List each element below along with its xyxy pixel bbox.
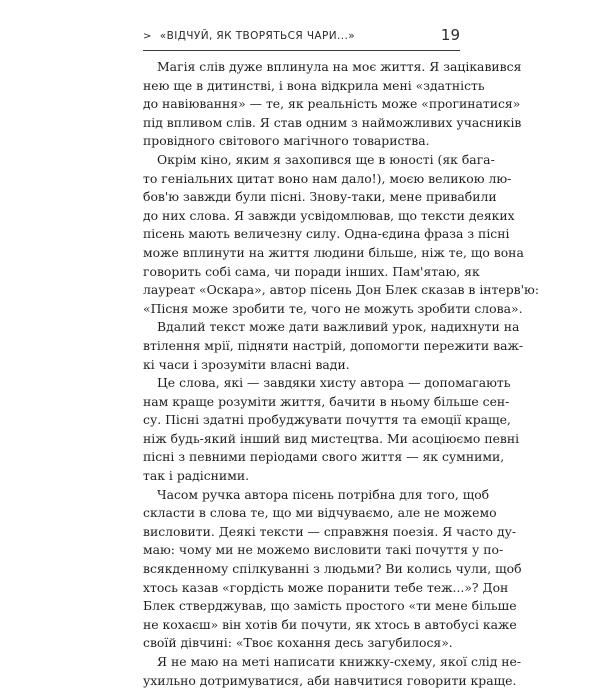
- text-line: говорить собі сама, чи поради інших. Пам'ятаю, як: [143, 263, 480, 279]
- text-line: «Пісня може зробити те, чого не можуть зробити слова».: [143, 300, 523, 316]
- text-line: пісень мають величезну силу. Одна-єдина фраза з пісні: [143, 226, 510, 242]
- running-head: [143, 26, 460, 48]
- text-line: маю: чому ми не можемо висловити такі почуття у по-: [143, 542, 504, 558]
- text-line: висловити. Деякі тексти — справжня поезія. Я часто ду-: [143, 523, 517, 539]
- body-text: [143, 58, 540, 690]
- text-line: до них слова. Я завжди усвідомлював, що тексти деяких: [143, 207, 515, 223]
- text-line: скласти в слова те, що ми відчуваємо, але не можемо: [143, 505, 497, 521]
- text-line: Це слова, які — завдяки хисту автора — допомагають: [157, 375, 511, 391]
- text-line: лауреат «Оскара», автор пісень Дон Блек сказав в інтерв'ю:: [143, 282, 540, 298]
- text-line: кі часи і зрозуміти власні вади.: [143, 356, 350, 372]
- text-line: бов'ю завжди були пісні. Знову-таки, мене привабили: [143, 189, 497, 205]
- chevron-right-icon: >: [143, 31, 152, 42]
- text-line: нею ще в дитинстві, і вона відкрила мені «здатність: [143, 77, 485, 93]
- text-line: під впливом слів. Я став одним з найможливих учасників: [143, 114, 522, 130]
- header-rule: [143, 50, 460, 51]
- text-line: ухильно дотримуватися, аби навчитися говорити краще.: [143, 672, 517, 688]
- text-line: Блек стверджував, що замість простого «ти мене більше: [143, 598, 517, 614]
- text-line: може вплинути на життя людини більше, ніж те, що вона: [143, 244, 524, 260]
- text-line: Вдалий текст може дати важливий урок, надихнути на: [157, 319, 520, 335]
- text-line: нам краще розуміти життя, бачити в ньому більше сен-: [143, 393, 510, 409]
- text-line: Окрім кіно, яким я захопився ще в юності (як бага-: [157, 151, 495, 167]
- text-line: пісні з певними періодами свого життя — як сумними,: [143, 449, 505, 465]
- text-line: ніж будь-який інший вид мистецтва. Ми асоціюємо певні: [143, 430, 520, 446]
- text-line: Магія слів дуже вплинула на моє життя. Я зацікавився: [157, 59, 522, 74]
- text-line: так і радісними.: [143, 468, 250, 484]
- text-line: до навіювання» — те, як реальність може «прогинатися»: [143, 96, 521, 112]
- chapter-title: «ВІДЧУЙ, ЯК ТВОРЯТЬСЯ ЧАРИ...»: [159, 30, 356, 42]
- text-line: хтось казав «гордість може поранити тебе теж...»? Дон: [143, 579, 509, 595]
- text-line: Часом ручка автора пісень потрібна для того, щоб: [157, 486, 490, 502]
- text-line: су. Пісні здатні пробуджувати почуття та емоції краще,: [143, 412, 511, 428]
- text-line: своїй дівчині: «Твоє кохання десь загубилося».: [143, 635, 453, 651]
- text-line: не кохаєш» він хотів би почути, як хтось в автобусі каже: [143, 616, 517, 632]
- text-line: то геніальних цитат воно нам дало!), моєю великою лю-: [143, 170, 512, 186]
- text-line: втілення мрії, підняти настрій, допомогти пережити важ-: [143, 337, 524, 353]
- text-line: Я не маю на меті написати книжку-схему, якої слід не-: [157, 654, 522, 669]
- text-line: провідного світового магічного товариства.: [143, 133, 430, 149]
- text-line: всякденному спілкуванні з людьми? Ви колись чули, щоб: [143, 561, 522, 577]
- page-number: 19: [440, 26, 460, 44]
